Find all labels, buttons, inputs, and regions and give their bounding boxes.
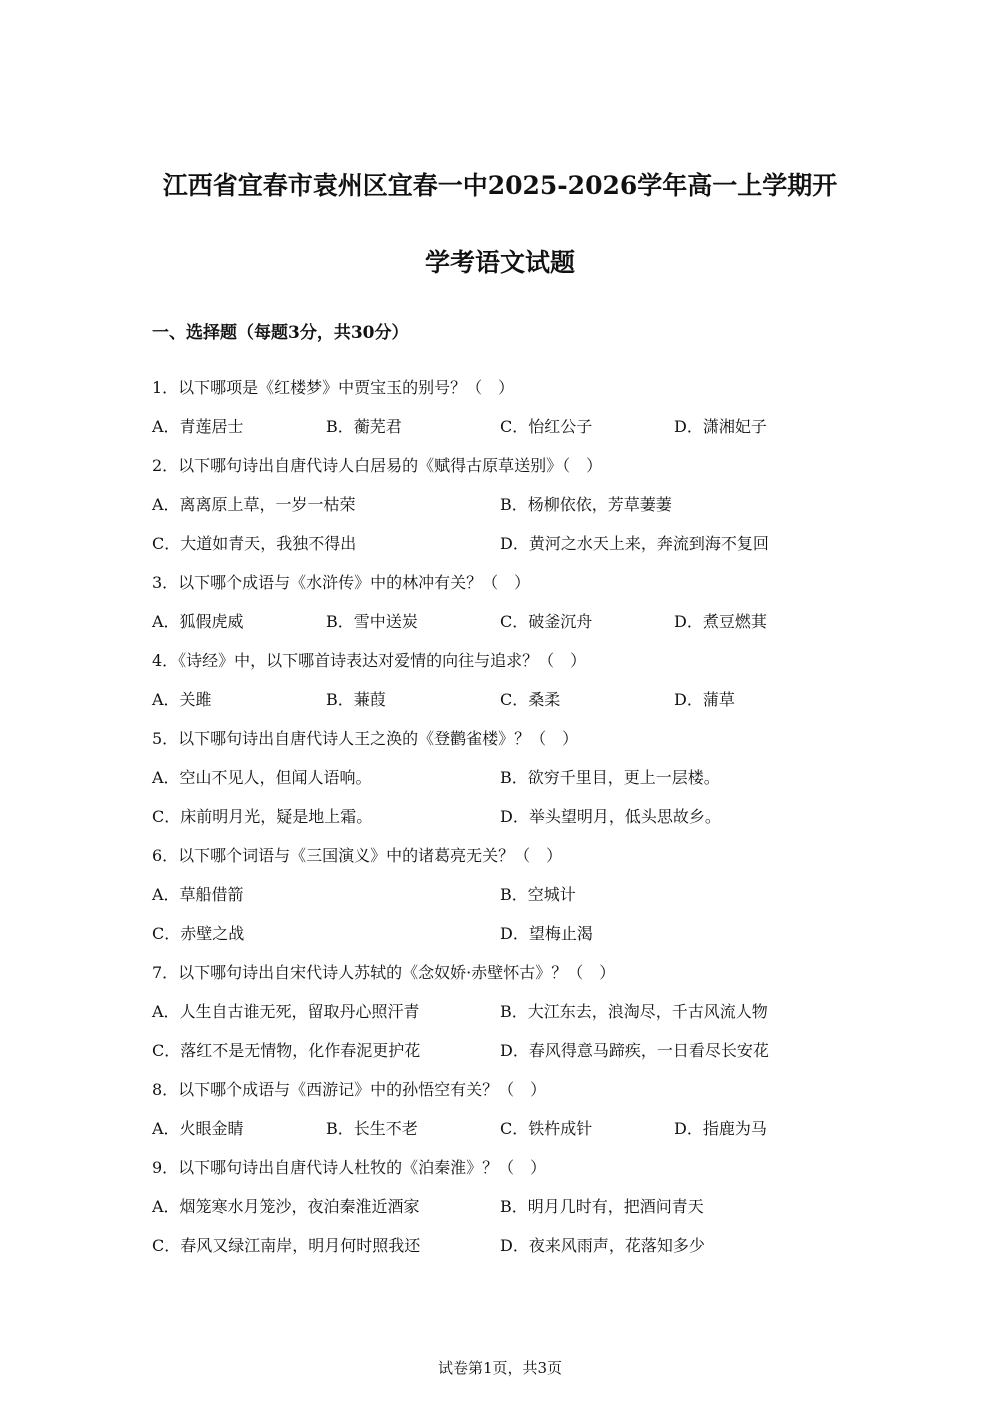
answer-option-b: B．蒹葭 <box>326 690 386 709</box>
question-stem: 3．以下哪个成语与《水浒传》中的林冲有关？（ ） <box>152 573 531 592</box>
option-row <box>152 1116 852 1155</box>
answer-option-a: A．人生自古谁无死，留取丹心照汗青 <box>152 1002 420 1021</box>
answer-option-b: B．大江东去，浪淘尽，千古风流人物 <box>500 1002 768 1021</box>
answer-option-d: D．潇湘妃子 <box>674 417 767 436</box>
answer-option-a: A．狐假虎威 <box>152 612 244 631</box>
option-row <box>152 414 852 453</box>
answer-option-b: B．空城计 <box>500 885 576 904</box>
question-stem: 1．以下哪项是《红楼梦》中贾宝玉的别号？（ ） <box>152 378 515 397</box>
answer-option-c: C．怡红公子 <box>500 417 593 436</box>
answer-option-c: C．大道如青天，我独不得出 <box>152 534 357 553</box>
option-row <box>152 1194 852 1233</box>
answer-option-d: D．煮豆燃萁 <box>674 612 767 631</box>
answer-option-a: A．空山不见人，但闻人语响。 <box>152 768 372 787</box>
answer-option-a: A．火眼金睛 <box>152 1119 244 1138</box>
page-footer: 试卷第1页，共3页 <box>437 1359 563 1377</box>
answer-option-d: D．望梅止渴 <box>500 924 593 943</box>
section-heading: 一、选择题（每题3分，共30分） <box>152 323 409 343</box>
answer-option-d: D．蒲草 <box>674 690 735 709</box>
option-row <box>152 1233 852 1272</box>
answer-option-b: B．欲穷千里目，更上一层楼。 <box>500 768 720 787</box>
answer-option-c: C．床前明月光，疑是地上霜。 <box>152 807 373 826</box>
question-stem: 4．《诗经》中，以下哪首诗表达对爱情的向往与追求？（ ） <box>152 651 587 670</box>
answer-option-d: D．指鹿为马 <box>674 1119 767 1138</box>
answer-option-b: B．蘅芜君 <box>326 417 402 436</box>
option-row <box>152 492 852 531</box>
option-row <box>152 609 852 648</box>
answer-option-d: D．黄河之水天上来，奔流到海不复回 <box>500 534 769 553</box>
answer-option-c: C．铁杵成针 <box>500 1119 593 1138</box>
answer-option-a: A．青莲居士 <box>152 417 244 436</box>
question-stem: 7．以下哪句诗出自宋代诗人苏轼的《念奴娇·赤壁怀古》？（ ） <box>152 963 616 982</box>
answer-option-b: B．明月几时有，把酒问青天 <box>500 1197 704 1216</box>
answer-option-b: B．雪中送炭 <box>326 612 418 631</box>
question-stem: 2．以下哪句诗出自唐代诗人白居易的《赋得古原草送别》（ ） <box>152 456 603 475</box>
option-row <box>152 804 852 843</box>
answer-option-c: C．落红不是无情物，化作春泥更护花 <box>152 1041 421 1060</box>
question-stem: 9．以下哪句诗出自唐代诗人杜牧的《泊秦淮》？（ ） <box>152 1158 547 1177</box>
answer-option-a: A．烟笼寒水月笼沙，夜泊秦淮近酒家 <box>152 1197 420 1216</box>
answer-option-c: C．赤壁之战 <box>152 924 245 943</box>
answer-option-c: C．春风又绿江南岸，明月何时照我还 <box>152 1236 421 1255</box>
page-title-line-1: 江西省宜春市袁州区宜春一中2025-2026学年高一上学期开 <box>162 171 838 200</box>
question-stem: 6．以下哪个词语与《三国演义》中的诸葛亮无关？（ ） <box>152 846 563 865</box>
option-row <box>152 882 852 921</box>
option-row <box>152 687 852 726</box>
answer-option-a: A．草船借箭 <box>152 885 244 904</box>
option-row <box>152 921 852 960</box>
answer-option-d: D．夜来风雨声，花落知多少 <box>500 1236 705 1255</box>
page-title-line-2: 学考语文试题 <box>424 248 575 277</box>
option-row <box>152 765 852 804</box>
answer-option-a: A．关雎 <box>152 690 212 709</box>
question-list <box>152 375 852 1272</box>
answer-option-c: C．破釜沉舟 <box>500 612 593 631</box>
answer-option-b: B．长生不老 <box>326 1119 418 1138</box>
option-row <box>152 1038 852 1077</box>
option-row <box>152 531 852 570</box>
answer-option-d: D．春风得意马蹄疾，一日看尽长安花 <box>500 1041 769 1060</box>
question-stem: 8．以下哪个成语与《西游记》中的孙悟空有关？（ ） <box>152 1080 547 1099</box>
answer-option-a: A．离离原上草，一岁一枯荣 <box>152 495 356 514</box>
question-stem: 5．以下哪句诗出自唐代诗人王之涣的《登鹳雀楼》？（ ） <box>152 729 579 748</box>
answer-option-c: C．桑柔 <box>500 690 561 709</box>
answer-option-b: B．杨柳依依，芳草萋萋 <box>500 495 672 514</box>
answer-option-d: D．举头望明月，低头思故乡。 <box>500 807 721 826</box>
option-row <box>152 999 852 1038</box>
